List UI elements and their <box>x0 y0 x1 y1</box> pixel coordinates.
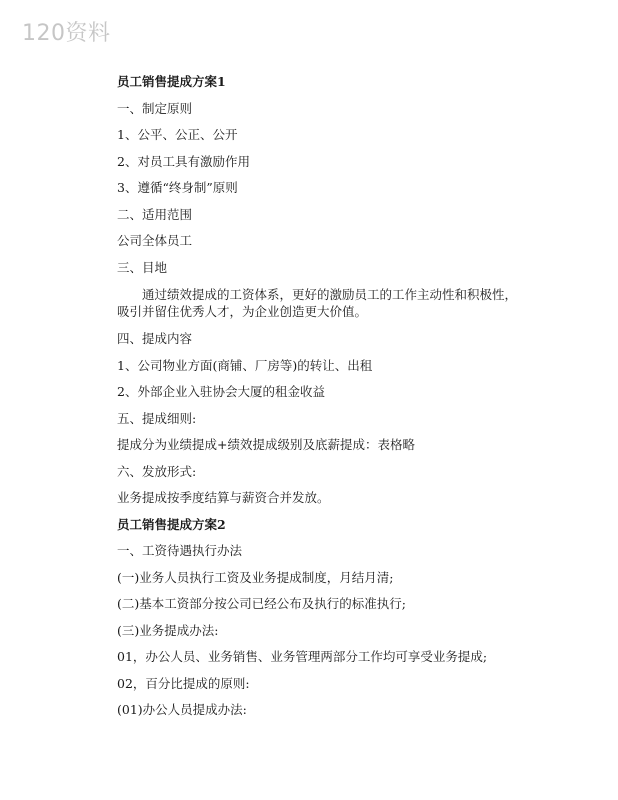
text-line: (三)业务提成办法: <box>117 622 219 638</box>
text-line: (二)基本工资部分按公司已经公布及执行的标准执行; <box>117 596 406 611</box>
text-line: 02，百分比提成的原则: <box>117 675 250 691</box>
text-line: 一、制定原则 <box>117 100 193 116</box>
text-line: 六、发放形式: <box>117 463 197 479</box>
section2-title: 员工销售提成方案2 <box>117 516 226 532</box>
text-line: 提成分为业绩提成+绩效提成级别及底薪提成：表格略 <box>117 437 415 452</box>
text-line: 五、提成细则: <box>117 410 197 426</box>
text-line: 3、遵循“终身制”原则 <box>117 180 238 195</box>
text-line: 1、公司物业方面(商铺、厂房等)的转让、出租 <box>117 357 373 373</box>
text-line: (一)业务人员执行工资及业务提成制度，月结月清; <box>117 569 394 585</box>
text-line: 四、提成内容 <box>117 331 193 346</box>
watermark-logo: 120资料 <box>22 21 111 46</box>
section1-title: 员工销售提成方案1 <box>117 74 226 89</box>
text-line: 三、目地 <box>117 259 168 275</box>
text-line: (01)办公人员提成办法: <box>117 702 247 717</box>
text-line: 公司全体员工 <box>117 233 193 248</box>
text-line: 一、工资待遇执行办法 <box>117 543 243 558</box>
text-line: 业务提成按季度结算与薪资合并发放。 <box>117 490 330 505</box>
text-line: 2、对员工具有激励作用 <box>117 153 250 169</box>
text-line: 二、适用范围 <box>117 206 193 222</box>
document-body <box>117 74 517 729</box>
text-line: 01，办公人员、业务销售、业务管理两部分工作均可享受业务提成; <box>117 649 488 664</box>
text-line: 2、外部企业入驻协会大厦的租金收益 <box>117 384 325 399</box>
objective-paragraph: 通过绩效提成的工资体系，更好的激励员工的工作主动性和积极性，吸引并留住优秀人才，为企业创造更大价值。 <box>117 287 518 319</box>
text-line: 1、公平、公正、公开 <box>117 127 238 142</box>
